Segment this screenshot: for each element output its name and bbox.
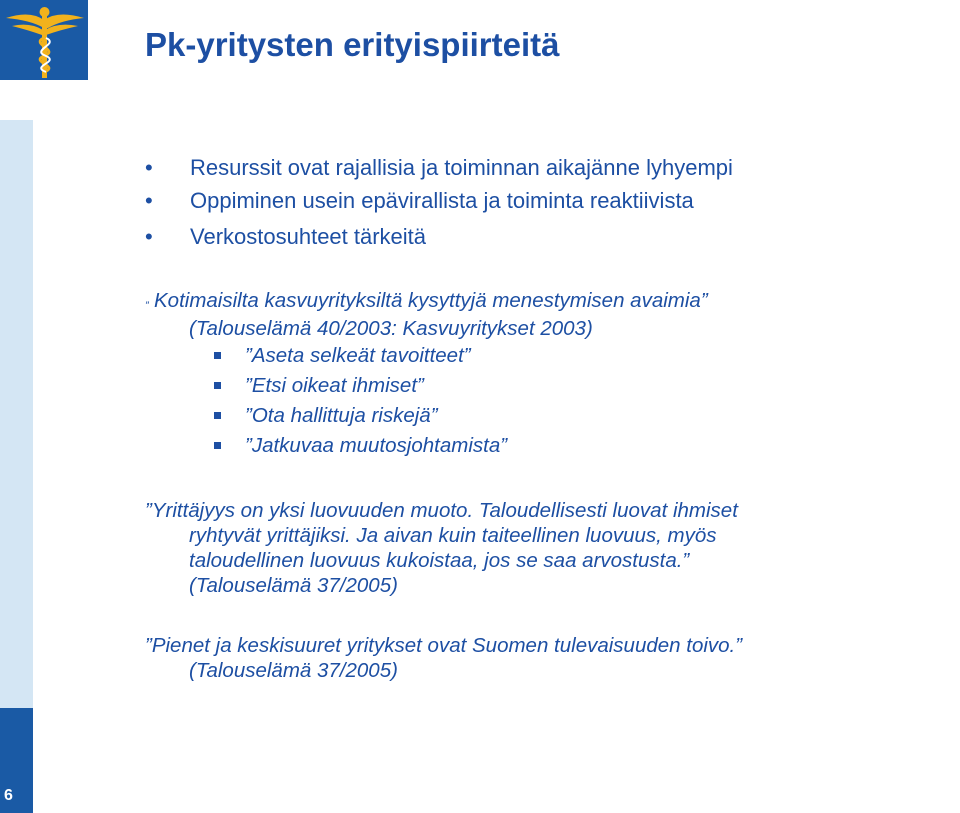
quote2-line: ryhtyvät yrittäjiksi. Ja aivan kuin taiteellinen luovuus, myös <box>189 524 717 547</box>
quote1-item: ”Aseta selkeät tavoitteet” <box>245 344 471 367</box>
quote2-line: taloudellinen luovuus kukoistaa, jos se saa arvostusta.” <box>189 549 690 572</box>
slide-content: • Resurssit ovat rajallisia ja toiminnan aikajänne lyhyempi • Oppiminen usein epävirallista ja toiminta reaktiivista • Verkostosuhteet tärkeitä ” Kotimaisilta kasvuyrityksiltä kysyttyjä menestymisen avaimia” (Talouselämä 40/2003: Kasvuyritykset 2003) ”Aseta selkeät tavoitteet” ”Etsi oikeat ihmiset” ”Ota hallittuja riskejä” ”Jatkuvaa muutosjohtamista” ”Yrittäjyys on yksi luovuuden muoto. Taloudellisesti luovat ihmiset ryhtyvät yrittäjiksi. Ja aivan kuin taiteellinen luovuus, myös taloudellinen luovuus kukoistaa, jos se saa arvostusta.” (Talouselämä 37/2005) ”Pienet ja keskisuuret yritykset ovat Suomen tulevaisuuden toivo.” (Talouselämä 37/2005) <box>145 155 743 682</box>
page-number: 6 <box>4 787 13 804</box>
quote3-line: ”Pienet ja keskisuuret yritykset ovat Suomen tulevaisuuden toivo.” <box>145 634 743 657</box>
quote2-line: ”Yrittäjyys on yksi luovuuden muoto. Taloudellisesti luovat ihmiset <box>145 499 738 522</box>
square-bullet-icon <box>214 412 221 419</box>
bullet-dot-icon: • <box>145 188 153 213</box>
quote3-source: (Talouselämä 37/2005) <box>189 659 398 682</box>
quote-open-mark: ” <box>145 300 149 312</box>
quote1-item: ”Ota hallittuja riskejä” <box>245 404 438 427</box>
bullet-dot-icon: • <box>145 155 153 180</box>
square-bullet-icon <box>214 382 221 389</box>
bullet-dot-icon: • <box>145 224 153 249</box>
quote1-item: ”Jatkuvaa muutosjohtamista” <box>245 434 508 457</box>
quote1-item: ”Etsi oikeat ihmiset” <box>245 374 424 397</box>
square-bullet-icon <box>214 352 221 359</box>
slide-title: Pk-yritysten erityispiirteitä <box>145 26 560 63</box>
quote1-heading: Kotimaisilta kasvuyrityksiltä kysyttyjä menestymisen avaimia” <box>154 289 708 312</box>
quote1-source: (Talouselämä 40/2003: Kasvuyritykset 2003) <box>189 317 593 340</box>
quote2-source: (Talouselämä 37/2005) <box>189 574 398 597</box>
square-bullet-icon <box>214 442 221 449</box>
